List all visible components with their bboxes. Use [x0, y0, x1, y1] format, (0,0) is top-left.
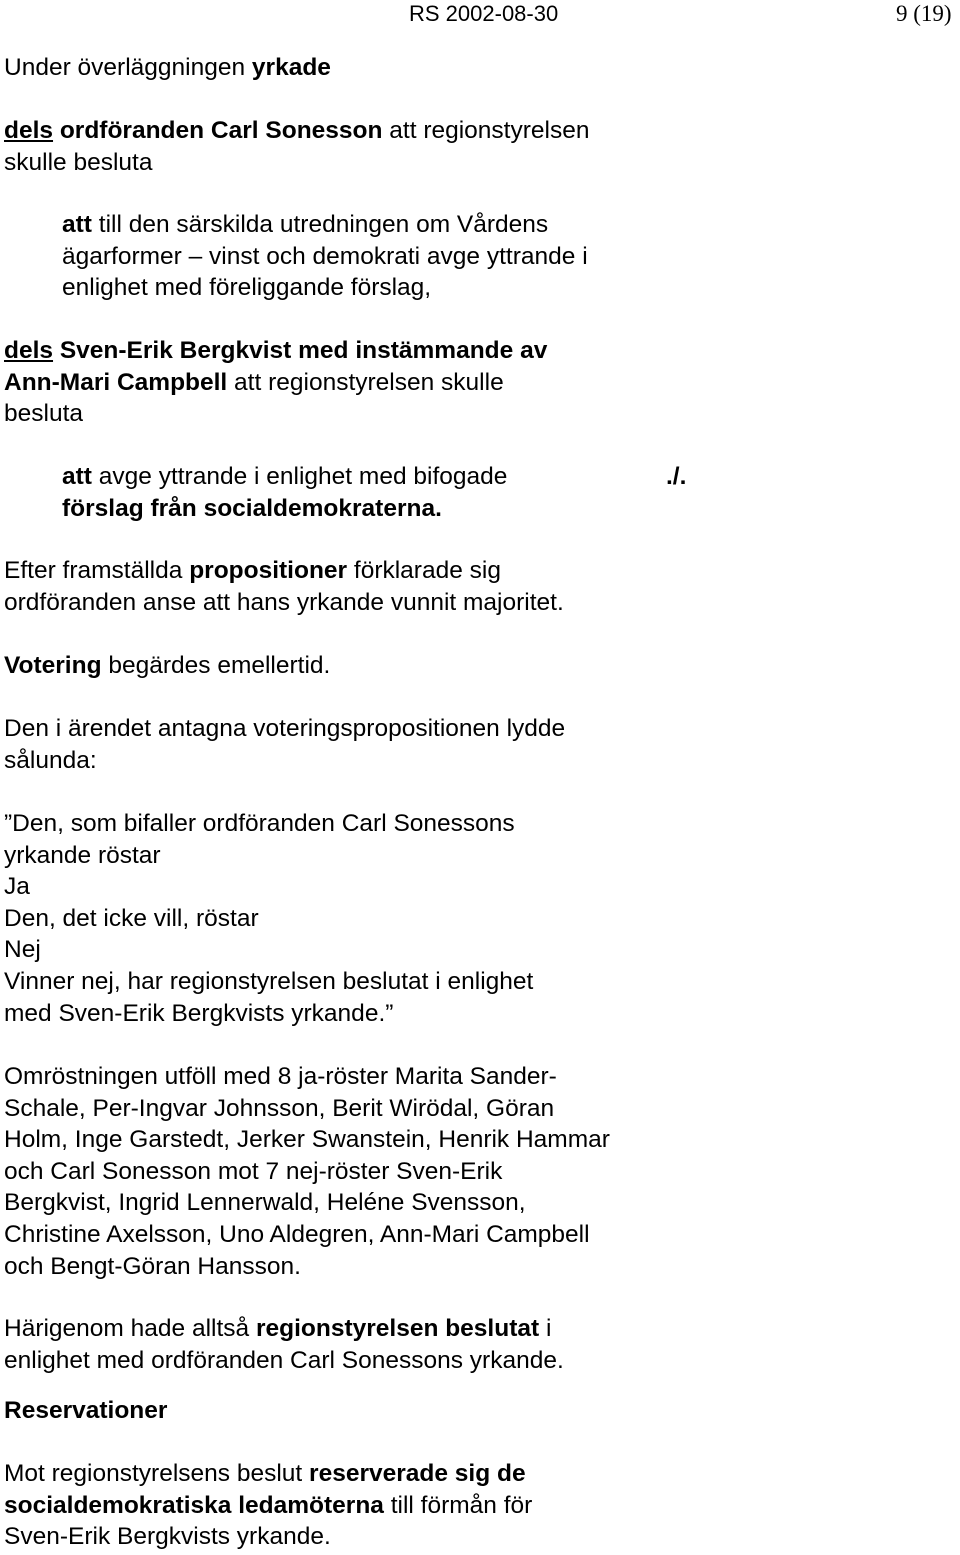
voting-proposition-quote	[4, 808, 533, 1029]
propositions-line-1	[4, 555, 564, 587]
quote-line: Den, det icke vill, röstar	[4, 904, 259, 932]
votering-bold: Votering	[4, 652, 102, 679]
propositions-text-b: förklarade sig	[347, 557, 501, 584]
motion-chair-att	[62, 209, 588, 304]
quote-line: ”Den, som bifaller ordföranden Carl Sonessons	[4, 810, 515, 837]
motion-bergkvist-name: Sven-Erik Bergkvist med instämmande av	[53, 337, 548, 364]
result-line: Bergkvist, Ingrid Lennerwald, Heléne Svensson,	[4, 1189, 526, 1217]
decision-bold: regionstyrelsen beslutat	[255, 1315, 540, 1342]
motion-chair-att-line-3: enlighet med föreliggande förslag,	[62, 274, 432, 302]
motion-bergkvist-line-3: besluta	[4, 400, 84, 428]
motion-bergkvist-att-line-1	[62, 461, 507, 493]
result-line: Holm, Inge Garstedt, Jerker Swanstein, Henrik Hammar	[4, 1126, 610, 1154]
reservations-heading: Reservationer	[4, 1397, 168, 1424]
result-line: och Bengt-Göran Hansson.	[4, 1252, 301, 1280]
intro-text: Under överläggningen	[4, 54, 252, 81]
reservations-text-a: Mot regionstyrelsens beslut	[4, 1460, 310, 1487]
vote-result-paragraph	[4, 1061, 610, 1282]
quote-line: med Sven-Erik Bergkvists yrkande.”	[4, 999, 394, 1027]
motion-bergkvist-rest: att regionstyrelsen skulle	[227, 368, 504, 396]
reservations-line-2	[4, 1490, 532, 1522]
result-line: och Carl Sonesson mot 7 nej-röster Sven-Erik	[4, 1157, 503, 1185]
reservations-bold-1: reserverade sig de	[309, 1460, 526, 1487]
propositions-line-2: ordföranden anse att hans yrkande vunnit majoritet.	[4, 588, 564, 616]
motion-chair	[4, 115, 589, 178]
intro-bold: yrkade	[251, 54, 331, 81]
motion-chair-rest: att regionstyrelsen	[382, 117, 590, 144]
reservations-line-1	[4, 1458, 532, 1490]
header-date: RS 2002-08-30	[409, 1, 559, 26]
voteringsprop-paragraph	[4, 713, 565, 776]
voteringsprop-line-2: sålunda:	[4, 746, 97, 774]
motion-bergkvist-att-line-2: förslag från socialdemokraterna.	[62, 494, 442, 522]
votering-paragraph	[4, 650, 330, 682]
motion-chair-name: ordföranden Carl Sonesson	[53, 117, 383, 144]
motion-chair-att-rest: till den särskilda utredningen om Vårdens	[91, 211, 549, 238]
voteringsprop-line-1: Den i ärendet antagna voteringspropositionen lydde	[4, 715, 566, 742]
motion-bergkvist-line-1	[4, 335, 547, 367]
votering-rest: begärdes emellertid.	[101, 652, 331, 679]
decision-paragraph	[4, 1313, 564, 1376]
quote-line: yrkande röstar	[4, 841, 161, 869]
propositions-paragraph	[4, 555, 564, 618]
result-line: Omröstningen utföll med 8 ja-röster Marita Sander-	[4, 1063, 557, 1090]
motion-bergkvist-att-word: att	[62, 463, 92, 490]
attachment-margin-mark: ./.	[666, 463, 687, 490]
decision-text-b: i	[539, 1315, 552, 1342]
reservations-text-b: till förmån för	[383, 1491, 533, 1519]
motion-chair-dels: dels	[4, 117, 54, 144]
motion-chair-att-word: att	[62, 211, 92, 238]
motion-bergkvist-dels: dels	[4, 337, 54, 364]
reservations-paragraph	[4, 1458, 532, 1553]
propositions-bold: propositioner	[189, 557, 348, 584]
decision-line-2: enlighet med ordföranden Carl Sonessons yrkande.	[4, 1346, 564, 1374]
motion-chair-att-line-1	[62, 209, 588, 241]
reservations-line-3: Sven-Erik Bergkvists yrkande.	[4, 1523, 331, 1551]
propositions-text-a: Efter framställda	[4, 557, 190, 584]
decision-line-1	[4, 1313, 564, 1345]
motion-bergkvist-att	[62, 461, 507, 524]
motion-chair-line-2: skulle besluta	[4, 148, 153, 176]
motion-bergkvist	[4, 335, 547, 430]
motion-bergkvist-att-rest: avge yttrande i enlighet med bifogade	[91, 463, 508, 490]
quote-line: Vinner nej, har regionstyrelsen beslutat i enlighet	[4, 967, 534, 995]
motion-bergkvist-line-2	[4, 367, 547, 399]
motion-chair-att-line-2: ägarformer – vinst och demokrati avge yttrande i	[62, 242, 588, 270]
header-page-number: 9 (19)	[896, 1, 952, 26]
result-line: Schale, Per-Ingvar Johnsson, Berit Wirödal, Göran	[4, 1094, 555, 1122]
reservations-bold-2: socialdemokratiska ledamöterna	[4, 1491, 384, 1519]
intro-paragraph	[4, 52, 331, 84]
quote-line: Nej	[4, 936, 41, 964]
quote-line: Ja	[4, 873, 30, 901]
decision-text-a: Härigenom hade alltså	[4, 1315, 256, 1342]
motion-bergkvist-campbell: Ann-Mari Campbell	[4, 368, 228, 396]
motion-chair-line-1	[4, 115, 589, 147]
result-line: Christine Axelsson, Uno Aldegren, Ann-Mari Campbell	[4, 1220, 590, 1248]
